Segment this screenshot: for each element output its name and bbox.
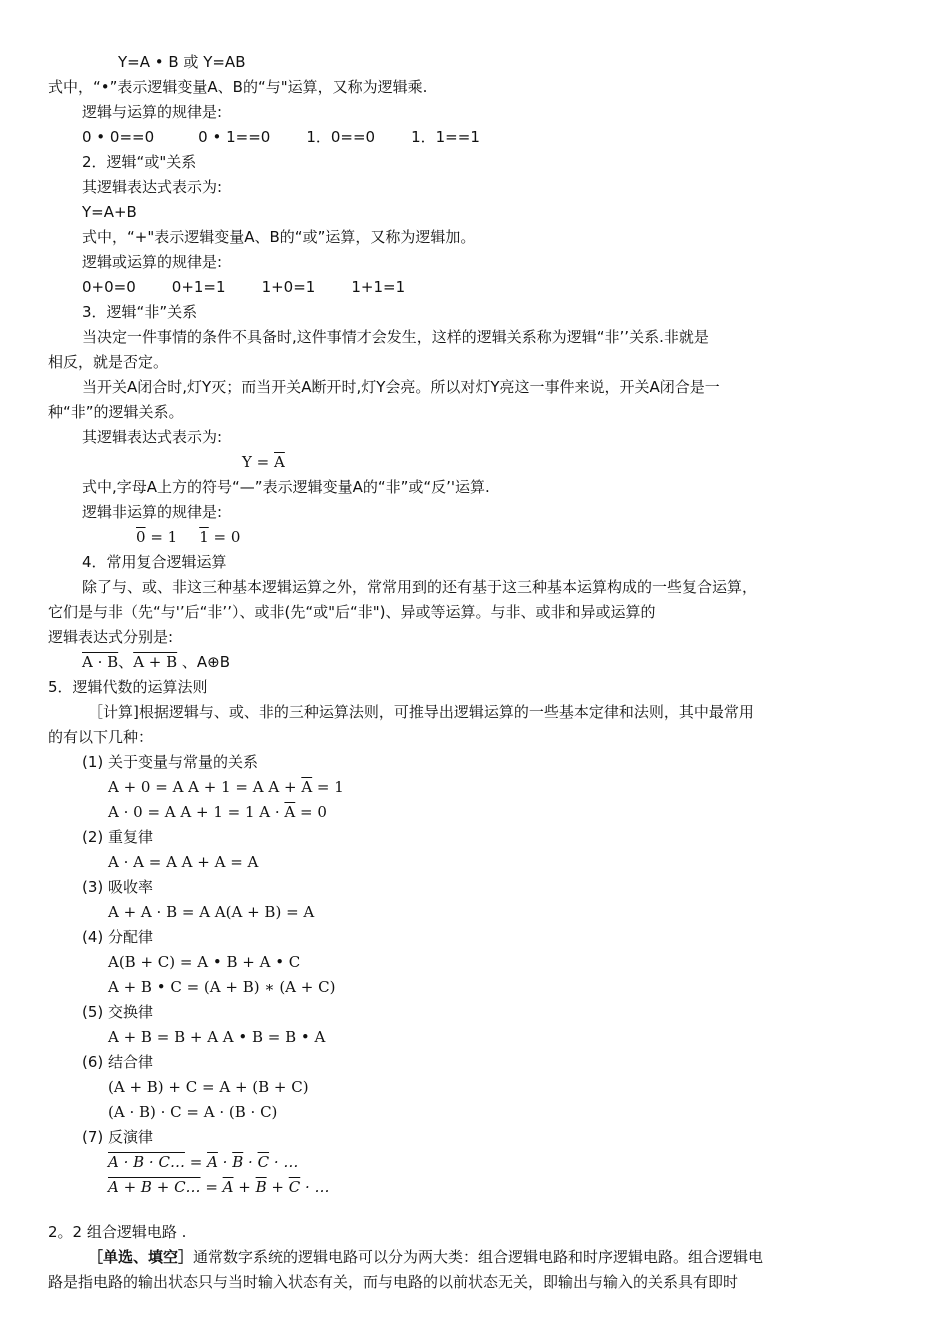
paragraph-line: 相反，就是否定。 (48, 353, 169, 371)
not-rules (136, 528, 240, 546)
formula-text: + (266, 1178, 289, 1196)
formula-overbar: $\overline{B}$ (232, 1153, 244, 1171)
question-type-tag: ［单选、填空］ (88, 1248, 194, 1266)
paragraph-line: 它们是与非（先“与'’后“非’’）、或非(先“或"后“非")、异或等运算。与非、或非和异或运算的 (48, 603, 656, 621)
formula-overbar: $\overline{C}$ (288, 1178, 301, 1196)
paragraph-line: 逻辑与运算的规律是: (82, 103, 223, 121)
paragraph-line: 式中，“•”表示逻辑变量A、B的“与"运算，又称为逻辑乘. (48, 78, 428, 96)
paragraph-line: 逻辑或运算的规律是: (82, 253, 223, 271)
law-formula (108, 803, 327, 821)
section-heading: 4．常用复合逻辑运算 (82, 553, 227, 571)
law-heading: (1) 关于变量与常量的关系 (82, 753, 259, 771)
rule-item: 1+0=1 (261, 278, 316, 296)
nand-expression: A · B (82, 653, 119, 671)
formula-overbar: $\overline{A}$ (207, 1153, 218, 1171)
formula-text: = 1 (312, 778, 344, 796)
nor-expression: A + B (133, 653, 178, 671)
paragraph-line: 式中,字母A上方的符号“—”表示逻辑变量A的“非”或“反’'运算. (82, 478, 490, 496)
law-heading: (3) 吸收率 (82, 878, 154, 896)
not-expression (242, 453, 285, 471)
formula-overbar: $\overline{A}$ (301, 778, 313, 796)
formula-overbar: $\overline{A}$ (274, 453, 285, 471)
law-formula: A + B = B + A A • B = B • A (108, 1028, 326, 1046)
section-heading: 2．逻辑“或"关系 (82, 153, 197, 171)
paragraph-line: 其逻辑表达式表示为: (82, 178, 223, 196)
paragraph-line: 其逻辑表达式表示为: (82, 428, 223, 446)
law-formula: A + A · B = A A(A + B) = A (108, 903, 315, 921)
formula-text: · … (269, 1153, 299, 1171)
formula-text: · (243, 1153, 258, 1171)
law-formula (108, 1153, 298, 1171)
law-heading: (5) 交换律 (82, 1003, 154, 1021)
section-heading: 3．逻辑“非”关系 (82, 303, 198, 321)
law-formula: (A + B) + C = A + (B + C) (108, 1078, 309, 1096)
formula-overbar: $\overline{B}$ (255, 1178, 267, 1196)
rule-item: 1．1==1 (411, 128, 480, 146)
paragraph-line: 当开关A闭合时,灯Y灭；而当开关A断开时,灯Y会亮。所以对灯Y亮这一事件来说，开关A闭合是一 (82, 378, 720, 396)
law-heading: (4) 分配律 (82, 928, 154, 946)
or-expression: Y=A+B (82, 203, 137, 221)
formula-text: Y = (242, 453, 275, 471)
paragraph-line: 除了与、或、非这三种基本逻辑运算之外，常常用到的还有基于这三种基本运算构成的一些复合运算， (82, 578, 758, 596)
paragraph-line: 逻辑非运算的规律是: (82, 503, 223, 521)
formula-overbar: A + B + C… (108, 1178, 201, 1196)
formula-overbar: 0 (136, 528, 146, 546)
paragraph-line (88, 1248, 763, 1266)
paragraph-text: 通常数字系统的逻辑电路可以分为两大类：组合逻辑电路和时序逻辑电路。组合逻辑电 (193, 1248, 764, 1266)
formula-text: = 1 (145, 528, 178, 546)
rule-item: 1．0==0 (306, 128, 376, 146)
law-formula (108, 778, 344, 796)
chapter-heading: 2。2 组合逻辑电路 . (48, 1223, 187, 1241)
formula-overbar: A · B · C… (108, 1153, 185, 1171)
paragraph-line: 当决定一件事情的条件不具备时,这件事情才会发生，这样的逻辑关系称为逻辑“非’’关系.非就是 (82, 328, 709, 346)
law-heading: (6) 结合律 (82, 1053, 154, 1071)
or-rules (82, 278, 405, 296)
rule-item: 0 • 1==0 (198, 128, 271, 146)
law-formula (108, 1178, 330, 1196)
law-heading: (7) 反演律 (82, 1128, 154, 1146)
and-rules (82, 128, 480, 146)
paragraph-line: ［计算]根据逻辑与、或、非的三种运算法则，可推导出逻辑运算的一些基本定律和法则，其中最常用 (88, 703, 754, 721)
formula-overbar: $\overline{A}$ (222, 1178, 234, 1196)
paragraph-line: 种“非”的逻辑关系。 (48, 403, 184, 421)
xor-expression: 、A⊕B (177, 653, 231, 671)
section-heading: 5．逻辑代数的运算法则 (48, 678, 208, 696)
paragraph-line: 逻辑表达式分别是: (48, 628, 174, 646)
formula-text: · … (300, 1178, 330, 1196)
rule-item: 1+1=1 (351, 278, 406, 296)
formula-text: + (233, 1178, 256, 1196)
law-heading: (2) 重复律 (82, 828, 154, 846)
compound-expressions (82, 653, 230, 671)
formula-overbar: $\overline{A}$ (284, 803, 296, 821)
formula-text: A + 0 = A A + 1 = A A + (108, 778, 302, 796)
formula-text: = (184, 1153, 208, 1171)
formula-text: = 0 (295, 803, 327, 821)
paragraph-line: 式中，“+"表示逻辑变量A、B的“或”运算，又称为逻辑加。 (82, 228, 476, 246)
paragraph-line: 的有以下几种： (48, 728, 154, 746)
and-expression: Y=A • B 或 Y=AB (118, 53, 246, 71)
formula-text: 、 (118, 653, 134, 671)
formula-overbar: 1 (199, 528, 209, 546)
rule-item: 0 • 0==0 (82, 128, 155, 146)
formula-text: = (200, 1178, 223, 1196)
law-formula: A(B + C) = A • B + A • C (108, 953, 301, 971)
formula-text: A · 0 = A A + 1 = 1 A · (108, 803, 285, 821)
law-formula: (A · B) · C = A · (B · C) (108, 1103, 278, 1121)
rule-item: 0+1=1 (171, 278, 226, 296)
law-formula: A + B • C = (A + B) ∗ (A + C) (108, 978, 336, 996)
formula-text: = 0 (208, 528, 241, 546)
law-formula: A · A = A A + A = A (108, 853, 259, 871)
formula-overbar: $\overline{C}$ (257, 1153, 270, 1171)
formula-text: · (217, 1153, 233, 1171)
rule-item: 0+0=0 (82, 278, 136, 296)
paragraph-line: 路是指电路的输出状态只与当时输入状态有关，而与电路的以前状态无关，即输出与输入的关系具有即时 (48, 1273, 739, 1291)
